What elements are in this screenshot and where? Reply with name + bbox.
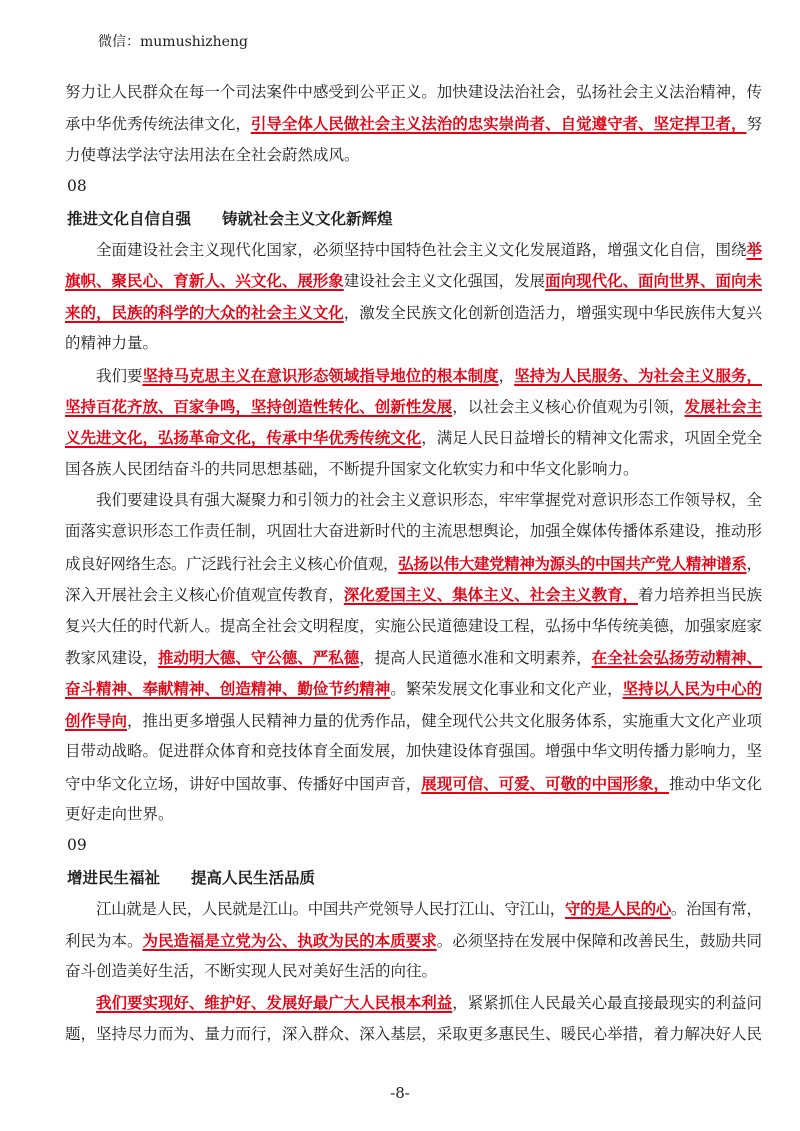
body-text: 。治国有常， [670,900,762,919]
emphasized-text: 奋斗精神、奉献精神、创造精神、勤俭节约精神 [65,679,391,699]
body-text: ，紧紧抓住人民最关心最直接最现实的利益问 [452,994,762,1013]
text-line [65,234,762,265]
emphasized-text: 义先进文化，弘扬革命文化，传承中华优秀传统文化 [65,428,422,448]
body-text: ，提高人民道德水准和文明素养， [359,649,592,668]
text-line [65,265,762,296]
section-heading [65,862,762,893]
emphasized-text: 弘扬以伟大建党精神为源头的中国共产党人精神谱系 [398,553,747,573]
paragraph [65,893,762,987]
heading-title: 增进民生福祉 [67,867,161,887]
paragraph [65,360,762,486]
body-text: 教家风建设， [65,649,158,668]
text-line [65,422,762,453]
line-text [65,799,174,830]
body-text: 力使尊法学法守法用法在全社会蔚然成风。 [65,145,360,164]
text-line [65,611,762,642]
text-line [65,328,762,359]
text-line [65,768,762,799]
body-text: 面落实意识形态工作责任制，巩固壮大奋进新时代的主流思想舆论，加强全媒体传播体系建设，推动形 [65,522,762,541]
line-text [65,297,762,329]
body-text: 成良好网络生态。广泛践行社会主义核心价值观， [65,554,399,573]
text-line [65,516,762,547]
text-line [65,736,762,767]
body-text: 努力让人民群众在每一个司法案件中感受到公平正义。加快建设法治社会，弘扬社会主义法治精神，传 [65,83,762,101]
heading-subtitle: 铸就社会主义文化新辉煌 [222,208,393,228]
paragraph [65,234,762,360]
emphasized-text: 发展社会主 [684,396,762,416]
body-text: 国各族人民团结奋斗的共同思想基础，不断提升国家文化软实力和中华文化影响力。 [65,459,639,478]
body-text: 努 [746,115,762,134]
body-text: ，推出更多增强人民精神力量的优秀作品，健全现代公共文化服务体系，实施重大文化产业项 [126,711,762,730]
heading-title: 推进文化自信自强 [67,208,192,228]
body-text: 着力培养担当民族 [638,586,762,605]
wechat-header: 微信：mumushizheng [98,34,248,50]
emphasized-text: 在全社会弘扬劳动精神、 [591,648,762,668]
body-text: 奋斗创造美好生活，不断实现人民对美好生活的向往。 [65,961,438,980]
body-text: ， [498,366,515,385]
page-number: -8- [390,1084,410,1102]
line-text [65,454,639,485]
paragraph [65,987,762,1050]
line-text [65,1019,762,1050]
text-line [65,705,762,736]
line-text [65,673,762,705]
line-text [65,140,360,171]
text-line [65,548,762,579]
text-line [65,893,762,924]
body-text: 。繁荣发展文化事业和文化产业， [390,680,623,699]
emphasized-text: 我们要实现好、维护好、发展好最广大人民根本利益 [96,993,453,1013]
text-line [65,485,762,516]
text-line [65,108,762,139]
line-text [96,987,762,1019]
section-number: 09 [67,836,87,855]
text-line [65,956,762,987]
emphasized-text: 面向现代化、面向世界、面向未 [545,271,762,291]
emphasized-text: 为民造福是立党为公、执政为民的本质要求 [142,930,437,950]
body-text: 我们要 [96,366,143,385]
line-text [65,642,762,674]
emphasized-text: 坚持百花齐放、百家争鸣，坚持创造性转化、创新性发展 [65,396,453,416]
text-line [65,579,762,610]
body-text: 题，坚持尽力而为、量力而行，深入群众、深入基层，采取更多惠民生、暖民心举措，着力解决好人民 [65,1024,762,1043]
body-text: 守中华文化立场，讲好中国故事、传播好中国声音， [65,774,422,793]
body-text: 我们要建设具有强大凝聚力和引领力的社会主义意识形态，牢牢掌握党对意识形态工作领导权，全 [96,491,762,510]
line-text [65,77,762,108]
line-text [96,893,762,925]
body-text: 利民为本。 [65,931,143,950]
body-text: 深入开展社会主义核心价值观宣传教育， [65,586,344,605]
body-text: 建设社会主义文化强国，发展 [343,272,546,291]
body-text: 承中华优秀传统法律文化， [65,115,251,134]
line-text [65,611,762,642]
emphasized-text: 坚持以人民为中心的 [622,679,762,699]
body-text: ，以社会主义核心价值观为引领， [452,397,685,416]
body-text: ，满足人民日益增长的精神文化需求，巩固全党全 [421,429,762,448]
line-text [65,265,762,297]
body-text: 推动中华文化 [669,774,762,793]
text-line [65,925,762,956]
line-text [96,485,762,516]
body-text: 江山就是人民，人民就是江山。中国共产党领导人民打江山、守江山， [96,900,565,919]
body-text: 更好走向世界。 [65,804,174,823]
emphasized-text: 推动明大德、守公德、严私德 [157,648,360,668]
line-text [65,736,762,767]
line-text [65,768,762,800]
text-line [65,799,762,830]
emphasized-text: 守的是人民的心 [564,899,671,919]
text-line [65,360,762,391]
section-number: 08 [67,177,87,196]
emphasized-text: 举 [746,239,762,259]
line-text [65,516,762,547]
body-text: 全面建设社会主义现代化国家，必须坚持中国特色社会主义文化发展道路，增强文化自信，围绕 [96,240,747,259]
text-line [65,1019,762,1050]
emphasized-text: 坚持马克思主义在意识形态领域指导地位的根本制度 [142,365,499,385]
emphasized-text: 深化爱国主义、集体主义、社会主义教育， [343,585,639,605]
text-line [65,297,762,328]
heading-subtitle: 提高人民生活品质 [191,867,316,887]
text-line [65,673,762,704]
section-heading [65,203,762,234]
paragraph [65,77,762,171]
body-text: 复兴大任的时代新人。提高全社会文明程度，实施公民道德建设工程，弘扬中华传统美德，加强家庭家 [65,616,762,635]
text-line [65,140,762,171]
emphasized-text: 引导全体人民做社会主义法治的忠实崇尚者、自觉遵守者、坚定捍卫者， [250,114,747,134]
emphasized-text: 展现可信、可爱、可敬的中国形象， [421,773,670,793]
line-text [65,422,762,454]
line-text [65,705,762,737]
text-line [65,454,762,485]
emphasized-text: 坚持为人民服务、为社会主义服务， [514,365,762,385]
body-text: 。必须坚持在发展中保障和改善民生，鼓励共同 [436,931,762,950]
body-text: ，激发全民族文化创新创造活力，增强实现中华民族伟大复兴 [343,303,762,322]
body-text: ， [746,554,762,573]
text-line [65,391,762,422]
text-line [65,987,762,1018]
body-text: 的精神力量。 [65,334,159,353]
line-text [96,360,762,392]
line-text [65,956,437,987]
emphasized-text: 旗帜、聚民心、育新人、兴文化、展形象 [65,271,344,291]
text-line [65,77,762,108]
line-text [65,328,158,359]
line-text [65,579,762,611]
line-text [65,391,762,423]
emphasized-text: 创作导向 [65,710,127,730]
line-text [96,234,762,266]
text-line [65,642,762,673]
emphasized-text: 来的，民族的科学的大众的社会主义文化 [65,302,344,322]
body-text: 目带动战略。促进群众体育和竞技体育全面发展，加快建设体育强国。增强中华文明传播力影响力，坚 [65,742,762,761]
paragraph [65,485,762,830]
line-text [65,925,762,957]
line-text [65,108,762,140]
line-text [65,548,762,580]
document-body [65,77,762,1050]
